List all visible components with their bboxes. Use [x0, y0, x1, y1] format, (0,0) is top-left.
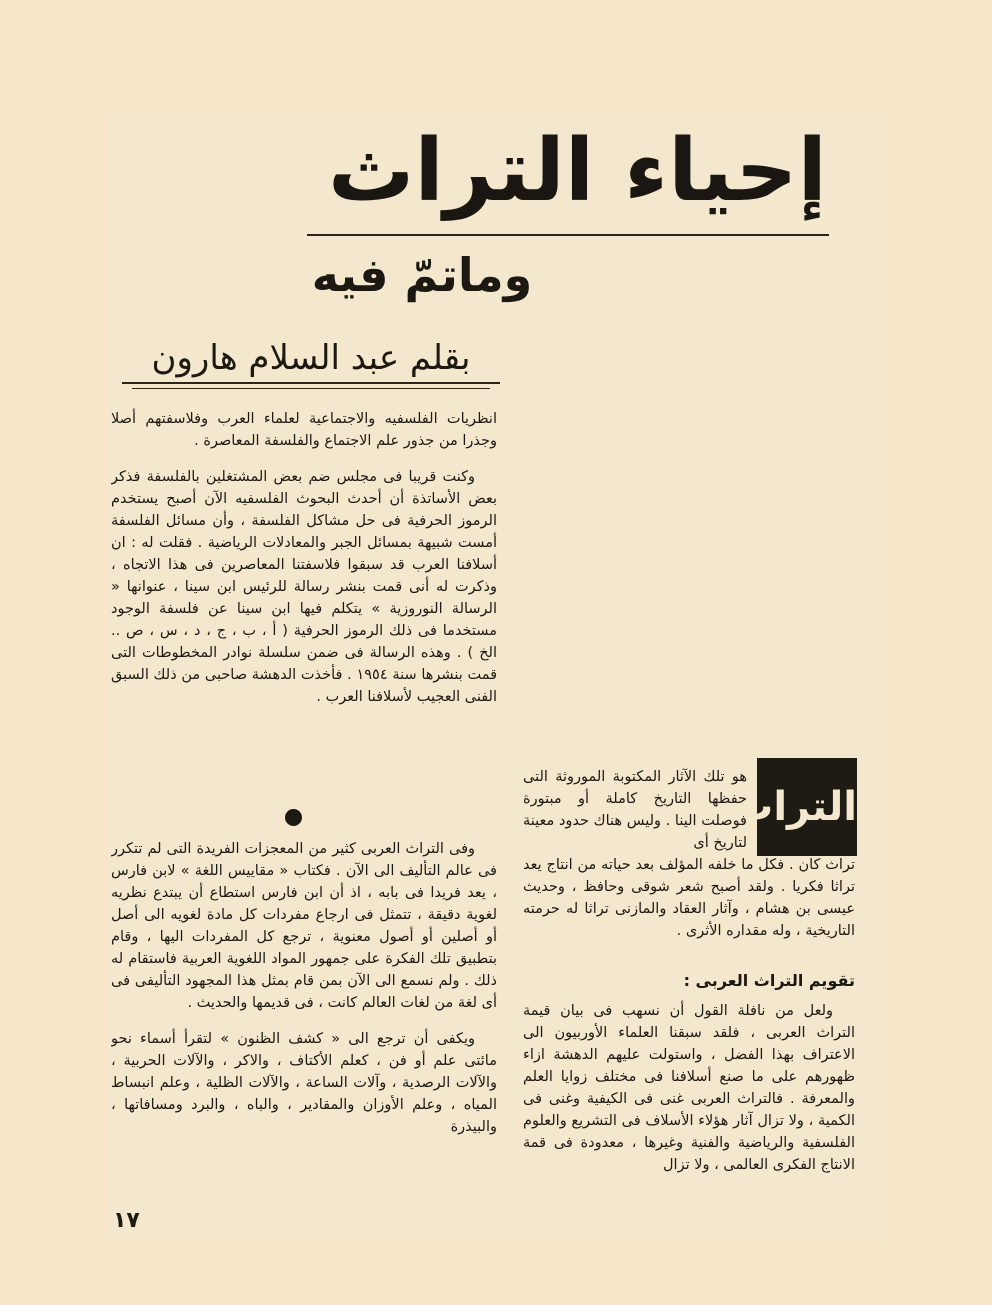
- author-byline: بقلم عبد السلام هارون: [151, 338, 471, 378]
- section-heading: تقويم التراث العربى :: [683, 971, 855, 990]
- heritage-logo-box: التراث: [757, 758, 857, 856]
- byline-underline: [122, 382, 500, 384]
- paragraph: ولعل من نافلة القول أن نسهب فى بيان قيمة التراث العربى ، فلقد سبقنا العلماء الأوربيون الى الاعتراف بهذا الفضل ، واستولت عليهم الدهشة ازاء ظهورهم على ما صنع أسلافنا فى مختلف زوايا العلم والمعرفة . فالتراث العربى غنى فى الكيفية وغنى فى الكمية ، ولا تزال آثار هؤلاء الأسلاف فى التشريع والعلوم الفلسفية والرياضية والفنية وغيرها ، معدودة فى قمة الانتاج الفكرى العالمى ، ولا تزال: [523, 1003, 855, 1173]
- left-column-bottom: [111, 838, 497, 1218]
- section-separator-dot: [285, 809, 302, 826]
- right-column: [523, 1000, 855, 1220]
- magazine-page: [107, 110, 885, 1238]
- page-number: ١٧: [113, 1208, 140, 1233]
- title-underline: [307, 234, 829, 236]
- article-title: إحياء التراث: [327, 121, 827, 221]
- byline-underline-thin: [132, 388, 490, 389]
- paragraph: انظريات الفلسفيه والاجتماعية لعلماء العرب وفلاسفتهم أصلا وجذرا من جذور علم الاجتماع والفلسفة المعاصرة .: [111, 411, 497, 449]
- article-subtitle: وماتمّ فيه: [311, 248, 533, 302]
- left-column-top: [111, 408, 497, 803]
- paragraph: هو تلك الآثار المكتوبة الموروثة التى حفظها التاريخ كاملة أو مبتورة فوصلت الينا . وليس هناك حدود معينة لتاريخ أى: [523, 769, 747, 851]
- paragraph: وفى التراث العربى كثير من المعجزات الفريدة التى لم تتكرر فى عالم التأليف الى الآن . فكتاب « مقاييس اللغة » لابن فارس ، يعد فريدا فى بابه ، اذ أن ابن فارس استطاع أن يبتدع نظريه لغوية دقيقة ، تتمثل فى ارجاع مفردات كل مادة لغويه الى أصل أو أصلين أو أصول معنوية ، ترجع كل المفردات اليها ، وقام بتطبيق تلك الفكرة على جمهور المواد اللغوية العربية فاستقام له ذلك . ولم نسمع الى الآن بمن قام بمثل هذا المجهود التأليفى فى أى لغة من لغات العالم كانت ، فى قديمها والحديث .: [111, 841, 497, 1011]
- paragraph: تراث كان . فكل ما خلفه المؤلف بعد حياته من انتاج يعد تراثا فكريا . ولقد أصبح شعر شوقى وحافظ ، وحديث عيسى بن هشام ، وآثار العقاد والمازنى تراثا له حرمته التاريخية ، وله مقداره الأثرى .: [523, 857, 855, 939]
- paragraph: ويكفى أن ترجع الى « كشف الظنون » لتقرأ أسماء نحو مائتى علم أو فن ، كعلم الأكتاف ، والاكر ، والآلات الحربية ، والآلات الرصدية ، وآلات الساعة ، والآلات الظلية ، وعلم انبساط المياه ، وعلم الأوزان والمقادير ، والباه ، والبرد ومسافاتها ، والبيذرة: [111, 1031, 497, 1135]
- definition-text-top: [523, 766, 747, 866]
- definition-text-bottom: [523, 854, 855, 954]
- paragraph: وكنت قريبا فى مجلس ضم بعض المشتغلين بالفلسفة فذكر بعض الأساتذة أن أحدث البحوث الفلسفيه الآن أصبح يستخدم الرموز الحرفية فى حل مشاكل الفلسفة ، وأن مسائل الفلسفة أمست شبيهة بمسائل الجبر والمعادلات الرياضية . فقلت له : ان أسلافنا العرب قد سبقوا فلاسفتنا المعاصرين فى هذا الاتجاه ، وذكرت له أنى قمت بنشر رسالة للرئيس ابن سينا ، عنوانها « الرسالة النوروزية » يتكلم فيها ابن سينا عن فلسفة الوجود مستخدما فى ذلك الرموز الحرفية ( أ ، ب ، ج ، د ، س ، ص .. الخ ) . وهذه الرسالة فى ضمن سلسلة نوادر المخطوطات التى قمت بنشرها سنة ١٩٥٤ . فأخذت الدهشة صاحبى من ذلك السبق الفنى العجيب لأسلافنا العرب .: [111, 469, 497, 705]
